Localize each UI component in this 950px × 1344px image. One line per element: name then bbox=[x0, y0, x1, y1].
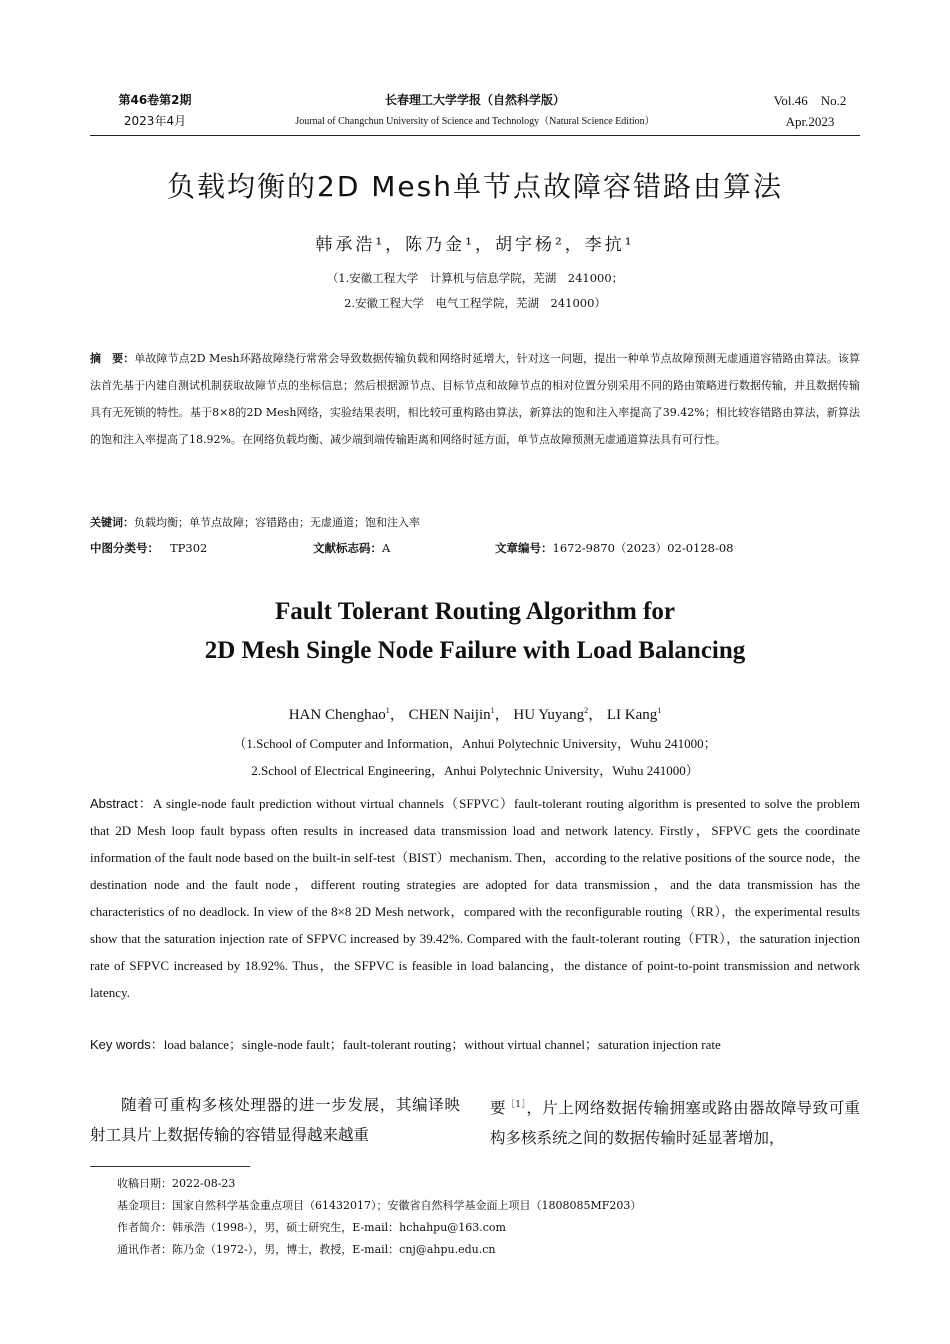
abstract-en-text: A single-node fault prediction without virtual channels（SFPVC）fault-tolerant routing algorithm is presented to solve the problem that 2D Mesh loop fault bypass often results in increased data transmission load and network latency. Firstly，SFPVC gets the coordinate information of the fault node based on the built-in self-test（BIST）mechanism. Then，according to the relative positions of the source node，the destination node and the fault node，different routing strategies are adopted for data transmission，and the data transmission has the characteristics of no deadlock. In view of the 8×8 2D Mesh network，compared with the reconfigurable routing（RR），the experimental results show that the saturation injection rate of SFPVC increased by 39.42%. Compared with the fault-tolerant routing（FTR），the saturation injection rate of SFPVC increased by 18.92%. Thus，the SFPVC is feasible in load balancing，the distance of point-to-point transmission and network latency. bbox=[90, 796, 861, 1000]
article-no-field bbox=[495, 540, 734, 556]
affiliation-cn-1: （1.安徽工程大学 计算机与信息学院，芜湖 241000； bbox=[326, 271, 624, 285]
article-no-label: 文章编号： bbox=[495, 541, 553, 555]
footnote-received: 收稿日期：2022-08-23 bbox=[117, 1177, 236, 1190]
journal-name-en: Journal of Changchun University of Science and Technology（Natural Science Edition） bbox=[295, 116, 655, 127]
abstract-en bbox=[90, 790, 860, 1006]
title-en-line-1: Fault Tolerant Routing Algorithm for bbox=[274, 598, 675, 625]
clc-field bbox=[90, 540, 207, 556]
keywords-en-text: load balance；single-node fault；fault-tolerant routing；without virtual channel；saturation injection rate bbox=[163, 1037, 721, 1052]
author-en-aff: 2 bbox=[584, 706, 589, 715]
author-en-name: HAN Chenghao bbox=[288, 707, 386, 723]
abstract-cn-text: 单故障节点2D Mesh环路故障绕行常常会导致数据传输负载和网络时延增大，针对这一问题，提出一种单节点故障预测无虚通道容错路由算法。该算法首先基于内建自测试机制获取故障节点的坐标信息；然后根据源节点、目标节点和故障节点的相对位置分别采用不同的路由策略进行数据传输，并且数据传输具有无死锁的特性。基于8×8的2D Mesh网络，实验结果表明，相比较可重构路由算法，新算法的饱和注入率提高了39.42%；相比较容错路由算法，新算法的饱和注入率提高了18.92%。在网络负载均衡、减少端到端传输距离和网络时延方面，单节点故障预测无虚通道算法具有可行性。 bbox=[90, 352, 861, 446]
abstract-en-label: Abstract： bbox=[90, 796, 153, 811]
affiliation-en-1: （1.School of Computer and Information，Anhui Polytechnic University，Wuhu 241000； bbox=[233, 736, 717, 751]
title-cn: 负载均衡的2D Mesh单节点故障容错路由算法 bbox=[167, 170, 783, 203]
journal-name-cn: 长春理工大学学报（自然科学版） bbox=[384, 93, 565, 107]
affiliation-cn-2: 2.安徽工程大学 电气工程学院，芜湖 241000） bbox=[344, 296, 606, 310]
author-en-name: LI Kang bbox=[606, 707, 658, 723]
header-volume-cn bbox=[90, 90, 220, 132]
authors-cn: 韩承浩¹，陈乃金¹，胡宇杨²，李抗¹ bbox=[315, 235, 635, 255]
date-en: Apr.2023 bbox=[785, 114, 835, 129]
abstract-cn-label: 摘 要： bbox=[90, 352, 135, 365]
author-en-aff: 1 bbox=[657, 706, 662, 715]
affiliation-en-2: 2.School of Electrical Engineering，Anhui Polytechnic University，Wuhu 241000） bbox=[251, 763, 699, 778]
header-rule bbox=[90, 135, 860, 136]
keywords-cn bbox=[90, 509, 860, 536]
body-column-left: 随着可重构多核处理器的进一步发展，其编译映射工具片上数据传输的容错显得越来越重 bbox=[90, 1096, 460, 1144]
classification-row bbox=[90, 540, 860, 560]
author-en-name: HU Yuyang bbox=[513, 707, 585, 723]
footnote-corresponding: 通讯作者：陈乃金（1972-），男，博士，教授，E-mail：cnj@ahpu.edu.cn bbox=[117, 1243, 496, 1256]
author-en-aff: 1 bbox=[490, 706, 495, 715]
keywords-en bbox=[90, 1034, 860, 1053]
abstract-cn bbox=[90, 345, 860, 453]
header-volume-en bbox=[740, 90, 880, 132]
header-journal bbox=[250, 90, 700, 132]
footnote-rule bbox=[90, 1166, 250, 1167]
keywords-cn-text: 负载均衡；单节点故障；容错路由；无虚通道；饱和注入率 bbox=[134, 516, 420, 529]
author-en-aff: 1 bbox=[385, 706, 390, 715]
doc-code-field bbox=[313, 540, 390, 556]
doc-code-value: A bbox=[382, 541, 391, 555]
author-en-name: CHEN Naijin bbox=[408, 707, 491, 723]
article-no-value: 1672-9870（2023）02-0128-08 bbox=[552, 541, 734, 555]
title-en-line-2: 2D Mesh Single Node Failure with Load Balancing bbox=[204, 637, 746, 664]
footnote-funding: 基金项目：国家自然科学基金重点项目（61432017）；安徽省自然科学基金面上项目（1808085MF203） bbox=[117, 1199, 642, 1212]
body-right-pre: 要 bbox=[490, 1099, 506, 1118]
footnote-author-bio: 作者简介：韩承浩（1998-），男，硕士研究生，E-mail：hchahpu@163.com bbox=[117, 1221, 506, 1234]
body-column-right bbox=[490, 1090, 860, 1153]
doc-code-label: 文献标志码： bbox=[313, 541, 382, 555]
keywords-en-label: Key words： bbox=[90, 1037, 164, 1052]
keywords-cn-label: 关键词： bbox=[90, 516, 134, 529]
clc-label: 中图分类号： bbox=[90, 541, 159, 555]
body-right-post: ，片上网络数据传输拥塞或路由器故障导致可重构多核系统之间的数据传输时延显著增加， bbox=[490, 1099, 860, 1148]
authors-en: HAN Chenghao$^1$， CHEN Naijin$^1$， HU Yuyang$^2$， LI Kang$^1$ bbox=[288, 706, 662, 723]
volume-issue-cn: 第46卷第2期 bbox=[118, 93, 192, 107]
date-cn: 2023年4月 bbox=[123, 114, 187, 128]
clc-value: TP302 bbox=[169, 541, 208, 555]
volume-issue-en: Vol.46 No.2 bbox=[773, 93, 847, 108]
title-en bbox=[100, 592, 850, 670]
citation-ref[interactable]: ［1］ bbox=[505, 1100, 527, 1110]
